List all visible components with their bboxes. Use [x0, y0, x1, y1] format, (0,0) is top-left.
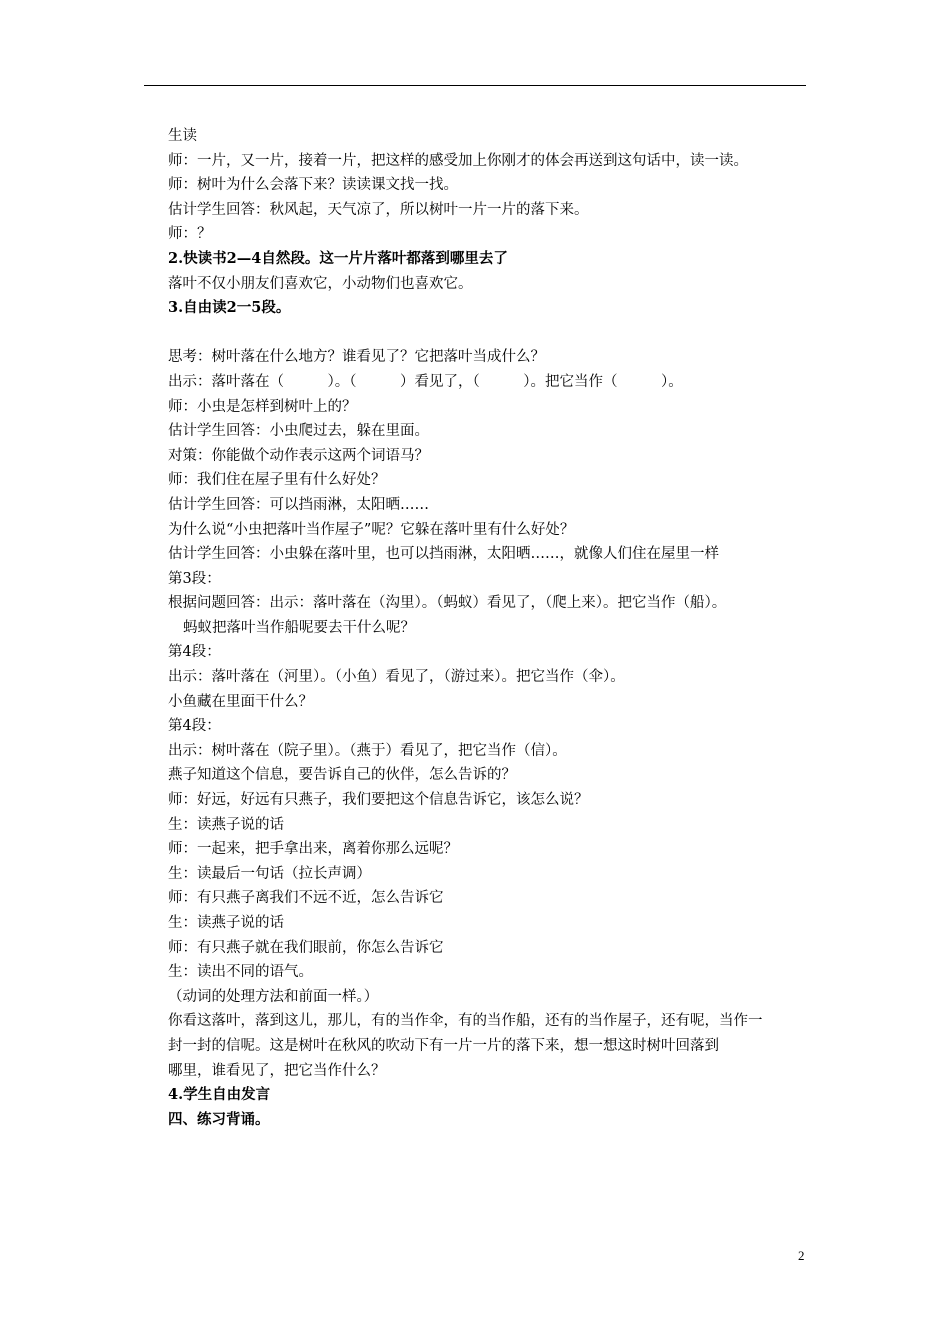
text-line: 为什么说“小虫把落叶当作屋子”呢？它躲在落叶里有什么好处？: [168, 521, 575, 538]
text-line: 估计学生回答：小虫爬过去，躲在里面。: [168, 423, 429, 440]
text-line: 估计学生回答：秋风起，天气凉了，所以树叶一片一片的落下来。: [168, 201, 589, 218]
text-line: 生：读燕子说的话: [168, 816, 284, 833]
blank-line: [168, 321, 808, 346]
text-line: 第4段：: [168, 644, 221, 661]
text-line: （动词的处理方法和前面一样。）: [168, 988, 379, 1005]
text-line: 对策：你能做个动作表示这两个词语马？: [168, 447, 429, 464]
text-line: 哪里，谁看见了，把它当作什么？: [168, 1062, 386, 1079]
text-line: 出示：树叶落在（院子里）。（燕于）看见了，把它当作（信）。: [168, 742, 567, 759]
text-line: 根据问题回答：出示：落叶落在（沟里）。（蚂蚁）看见了，（爬上来）。把它当作（船）。: [168, 595, 727, 612]
text-line: 师：有只燕子离我们不远不近，怎么告诉它: [168, 890, 444, 907]
header-rule: [144, 85, 806, 86]
text-line: 第4段：: [168, 718, 221, 735]
text-line: 师：好远，好远有只燕子，我们要把这个信息告诉它，该怎么说？: [168, 792, 589, 809]
text-line: 师：？: [168, 226, 212, 243]
text-line: 生：读最后一句话（拉长声调）: [168, 865, 371, 882]
text-line: 师：小虫是怎样到树叶上的？: [168, 398, 357, 415]
text-line: 生：读燕子说的话: [168, 915, 284, 931]
page-number: 2: [798, 1248, 805, 1263]
text-line: 师：我们住在屋子里有什么好处？: [168, 472, 386, 489]
document-body: [168, 124, 808, 1132]
text-line: 燕子知道这个信息，要告诉自己的伙伴，怎么告诉的？: [168, 767, 516, 784]
section-heading: 四、练习背诵。: [168, 1110, 270, 1128]
text-line: 思考：树叶落在什么地方？谁看见了？它把落叶当成什么？: [168, 349, 545, 366]
text-line: 师：树叶为什么会落下来？读读课文找一找。: [168, 177, 458, 194]
text-line: 你看这落叶，落到这儿，那儿，有的当作伞，有的当作船，还有的当作屋子，还有呢，当作一: [168, 1013, 763, 1030]
text-line: 估计学生回答：可以挡雨淋，太阳晒……: [168, 496, 429, 513]
text-line: 估计学生回答：小虫躲在落叶里，也可以挡雨淋，太阳晒……，就像人们住在屋里一样: [168, 546, 719, 563]
text-line: 师：一片，又一片，接着一片，把这样的感受加上你刚才的体会再送到这句话中，读一读。: [168, 152, 748, 169]
text-line: 师：有只燕子就在我们眼前，你怎么告诉它: [168, 939, 444, 956]
section-heading: 3.自由读2一5段。: [168, 299, 291, 317]
text-line: 生：读出不同的语气。: [168, 964, 313, 981]
text-line: 封一封的信呢。这是树叶在秋风的吹动下有一片一片的落下来，想一想这时树叶回落到: [168, 1037, 719, 1054]
text-line: 落叶不仅小朋友们喜欢它，小动物们也喜欢它。: [168, 275, 473, 292]
text-line: 第3段：: [168, 570, 221, 587]
section-heading: 2.快读书2—4自然段。这一片片落叶都落到哪里去了: [168, 249, 508, 267]
text-line: 蚂蚁把落叶当作船呢要去干什么呢？: [183, 619, 415, 636]
text-line: 师：一起来，把手拿出来，离着你那么远呢？: [168, 841, 458, 858]
text-line: 出示：落叶落在（河里）。（小鱼）看见了，（游过来）。把它当作（伞）。: [168, 669, 625, 686]
section-heading: 4.学生自由发言: [168, 1086, 271, 1104]
text-line: 生读: [168, 128, 197, 144]
text-line: 出示：落叶落在（ ）。（ ）看见了，（ ）。把它当作（ ）。: [168, 373, 683, 390]
text-line: 小鱼藏在里面干什么？: [168, 693, 313, 710]
